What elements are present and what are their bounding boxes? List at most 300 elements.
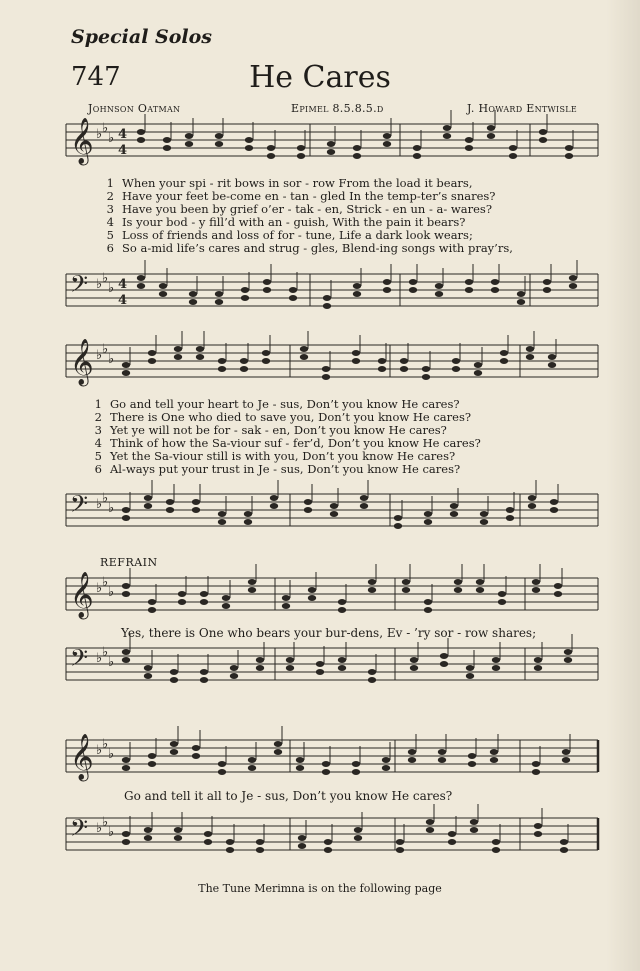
note-head — [204, 831, 212, 837]
note-head — [137, 275, 145, 281]
note-head — [450, 503, 458, 509]
note-head — [289, 295, 297, 301]
verse-lyric: Think of how the Sa-viour suf - fer’d, Don’t you know He cares? — [110, 436, 481, 450]
note-head — [360, 503, 368, 509]
note-head — [517, 299, 525, 305]
note-head — [241, 287, 249, 293]
note-head — [443, 133, 451, 139]
note-head — [539, 137, 547, 143]
verse-number: 5 — [106, 228, 114, 242]
note-head — [402, 579, 410, 585]
note-head — [564, 657, 572, 663]
note-head — [338, 607, 346, 613]
note-head — [166, 499, 174, 505]
note-head — [470, 827, 478, 833]
note-head — [256, 657, 264, 663]
note-head — [270, 495, 278, 501]
note-head — [298, 835, 306, 841]
note-head — [144, 495, 152, 501]
note-head — [454, 587, 462, 593]
author-credit: Johnson Oatman — [88, 102, 181, 115]
note-head — [338, 657, 346, 663]
note-head — [297, 153, 305, 159]
note-head — [322, 366, 330, 372]
note-head — [122, 515, 130, 521]
note-head — [148, 358, 156, 364]
note-head — [144, 827, 152, 833]
note-head — [509, 153, 517, 159]
note-head — [435, 291, 443, 297]
note-head — [410, 665, 418, 671]
note-head — [360, 495, 368, 501]
note-head — [245, 137, 253, 143]
note-head — [240, 358, 248, 364]
note-head — [324, 847, 332, 853]
verse-lyric: When your spi - rit bows in sor - row From the load it bears, — [122, 176, 473, 190]
note-head — [230, 673, 238, 679]
note-head — [200, 669, 208, 675]
flat-icon: ♭ — [108, 131, 115, 146]
note-head — [324, 839, 332, 845]
note-head — [215, 133, 223, 139]
note-head — [200, 677, 208, 683]
note-head — [148, 599, 156, 605]
flat-icon: ♭ — [96, 497, 103, 512]
note-head — [532, 587, 540, 593]
note-head — [286, 657, 294, 663]
note-head — [534, 823, 542, 829]
note-head — [491, 287, 499, 293]
note-head — [267, 145, 275, 151]
verse-lyric: Have you been by grief o’er - tak - en, Strick - en un - a- wares? — [122, 202, 492, 216]
note-head — [296, 757, 304, 763]
note-head — [382, 765, 390, 771]
note-head — [554, 591, 562, 597]
note-head — [490, 749, 498, 755]
note-head — [245, 145, 253, 151]
note-head — [517, 291, 525, 297]
note-head — [368, 669, 376, 675]
flat-icon: ♭ — [96, 581, 103, 596]
note-head — [170, 749, 178, 755]
note-head — [569, 275, 577, 281]
hymn-title: He Cares — [249, 60, 391, 95]
note-head — [248, 765, 256, 771]
note-head — [408, 749, 416, 755]
note-head — [159, 291, 167, 297]
note-head — [262, 358, 270, 364]
note-head — [378, 358, 386, 364]
note-head — [426, 827, 434, 833]
note-head — [256, 665, 264, 671]
note-head — [468, 753, 476, 759]
verse-line — [90, 463, 481, 476]
note-head — [474, 370, 482, 376]
note-head — [352, 769, 360, 775]
note-head — [394, 515, 402, 521]
note-head — [470, 819, 478, 825]
time-signature: 4 — [118, 293, 128, 308]
note-head — [200, 591, 208, 597]
bass-clef-icon: 𝄢 — [70, 490, 89, 523]
note-head — [189, 291, 197, 297]
hymn-number: 747 — [71, 62, 121, 92]
note-head — [159, 283, 167, 289]
note-head — [532, 761, 540, 767]
note-head — [383, 141, 391, 147]
page-edge-shadow — [606, 0, 640, 971]
note-head — [526, 354, 534, 360]
verse-block-1 — [102, 177, 513, 255]
note-head — [492, 847, 500, 853]
flat-icon: ♭ — [108, 747, 115, 762]
note-head — [500, 358, 508, 364]
note-head — [368, 579, 376, 585]
note-head — [148, 607, 156, 613]
flat-icon: ♭ — [102, 271, 109, 286]
note-head — [289, 287, 297, 293]
flat-icon: ♭ — [102, 491, 109, 506]
note-head — [534, 665, 542, 671]
flat-icon: ♭ — [96, 651, 103, 666]
note-head — [422, 374, 430, 380]
note-head — [528, 503, 536, 509]
note-head — [244, 519, 252, 525]
note-head — [532, 579, 540, 585]
note-head — [178, 591, 186, 597]
note-head — [241, 295, 249, 301]
note-head — [450, 511, 458, 517]
note-head — [500, 350, 508, 356]
note-head — [218, 358, 226, 364]
refrain-line-2: Go and tell it all to Je - sus, Don’t you know He cares? — [124, 789, 453, 803]
note-head — [192, 745, 200, 751]
note-head — [353, 153, 361, 159]
note-head — [338, 665, 346, 671]
note-head — [282, 595, 290, 601]
note-head — [327, 141, 335, 147]
note-head — [476, 579, 484, 585]
note-head — [144, 673, 152, 679]
verse-lyric: Yet ye will not be for - sak - en, Don’t you know He cares? — [110, 423, 447, 437]
note-head — [300, 354, 308, 360]
note-head — [244, 511, 252, 517]
note-head — [185, 133, 193, 139]
footnote: The Tune Merimna is on the following page — [198, 882, 442, 895]
note-head — [394, 523, 402, 529]
note-head — [192, 499, 200, 505]
note-head — [274, 741, 282, 747]
flat-icon: ♭ — [108, 655, 115, 670]
note-head — [148, 350, 156, 356]
note-head — [548, 354, 556, 360]
note-head — [465, 145, 473, 151]
bass-clef-icon: 𝄢 — [70, 270, 89, 303]
note-head — [474, 362, 482, 368]
note-head — [506, 515, 514, 521]
note-head — [480, 519, 488, 525]
note-head — [316, 669, 324, 675]
note-head — [226, 839, 234, 845]
note-head — [174, 346, 182, 352]
note-head — [353, 145, 361, 151]
flat-icon: ♭ — [108, 501, 115, 516]
note-head — [396, 839, 404, 845]
note-head — [218, 366, 226, 372]
flat-icon: ♭ — [96, 277, 103, 292]
time-signature: 4 — [118, 143, 128, 158]
note-head — [316, 661, 324, 667]
note-head — [352, 358, 360, 364]
note-head — [137, 129, 145, 135]
note-head — [534, 657, 542, 663]
note-head — [174, 354, 182, 360]
note-head — [308, 595, 316, 601]
note-head — [368, 677, 376, 683]
note-head — [383, 279, 391, 285]
note-head — [466, 665, 474, 671]
verse-number: 5 — [94, 449, 102, 463]
note-head — [400, 366, 408, 372]
verse-lyric: Loss of friends and loss of for - tune, Life a dark look wears; — [122, 228, 473, 242]
note-head — [163, 137, 171, 143]
verse-number: 6 — [94, 462, 102, 476]
note-head — [550, 499, 558, 505]
note-head — [178, 599, 186, 605]
note-head — [491, 279, 499, 285]
verse-lyric: So a-mid life’s cares and strug - gles, Blend-ing songs with pray’rs, — [122, 241, 513, 255]
note-head — [466, 673, 474, 679]
note-head — [218, 511, 226, 517]
note-head — [218, 519, 226, 525]
note-head — [424, 519, 432, 525]
note-head — [215, 141, 223, 147]
note-head — [122, 507, 130, 513]
note-head — [409, 279, 417, 285]
flat-icon: ♭ — [108, 825, 115, 840]
note-head — [480, 511, 488, 517]
note-head — [443, 125, 451, 131]
verse-number: 3 — [106, 202, 114, 216]
note-head — [543, 287, 551, 293]
note-head — [440, 661, 448, 667]
bass-clef-icon: 𝄢 — [70, 814, 89, 847]
note-head — [218, 769, 226, 775]
note-head — [270, 503, 278, 509]
note-head — [144, 665, 152, 671]
composer-credit: J. Howard Entwisle — [467, 102, 578, 115]
note-head — [122, 831, 130, 837]
note-head — [148, 761, 156, 767]
note-head — [506, 507, 514, 513]
note-head — [532, 769, 540, 775]
note-head — [408, 757, 416, 763]
verse-lyric: There is One who died to save you, Don’t you know He cares? — [110, 410, 472, 424]
flat-icon: ♭ — [108, 352, 115, 367]
note-head — [400, 358, 408, 364]
flat-icon: ♭ — [102, 342, 109, 357]
note-head — [560, 847, 568, 853]
note-head — [424, 599, 432, 605]
note-head — [476, 587, 484, 593]
note-head — [192, 507, 200, 513]
verse-lyric: Have your feet be-come en - tan - gled In the temp-ter’s snares? — [122, 189, 496, 203]
note-head — [248, 579, 256, 585]
note-head — [263, 287, 271, 293]
verse-number: 1 — [94, 397, 102, 411]
note-head — [487, 133, 495, 139]
note-head — [322, 374, 330, 380]
note-head — [534, 831, 542, 837]
section-heading: Special Solos — [71, 26, 213, 48]
note-head — [543, 279, 551, 285]
note-head — [263, 279, 271, 285]
note-head — [424, 607, 432, 613]
note-head — [308, 587, 316, 593]
note-head — [240, 366, 248, 372]
flat-icon: ♭ — [108, 281, 115, 296]
note-head — [226, 847, 234, 853]
verse-number: 1 — [106, 176, 114, 190]
note-head — [222, 603, 230, 609]
note-head — [550, 507, 558, 513]
note-head — [440, 653, 448, 659]
note-head — [422, 366, 430, 372]
note-head — [122, 370, 130, 376]
note-head — [174, 827, 182, 833]
note-head — [296, 765, 304, 771]
flat-icon: ♭ — [96, 743, 103, 758]
note-head — [170, 677, 178, 683]
note-head — [248, 757, 256, 763]
note-head — [465, 287, 473, 293]
note-head — [122, 591, 130, 597]
flat-icon: ♭ — [96, 821, 103, 836]
treble-clef-icon: 𝄞 — [70, 734, 94, 780]
note-head — [170, 669, 178, 675]
note-head — [122, 757, 130, 763]
note-head — [144, 835, 152, 841]
note-head — [170, 741, 178, 747]
note-head — [492, 657, 500, 663]
refrain-label: REFRAIN — [100, 556, 158, 569]
note-head — [509, 145, 517, 151]
note-head — [352, 761, 360, 767]
note-head — [560, 839, 568, 845]
note-head — [465, 137, 473, 143]
flat-icon: ♭ — [102, 815, 109, 830]
note-head — [452, 358, 460, 364]
note-head — [204, 839, 212, 845]
note-head — [424, 511, 432, 517]
note-head — [286, 665, 294, 671]
verse-line — [102, 242, 513, 255]
note-head — [452, 366, 460, 372]
verse-number: 4 — [94, 436, 102, 450]
note-head — [354, 835, 362, 841]
note-head — [438, 749, 446, 755]
note-head — [352, 350, 360, 356]
note-head — [256, 839, 264, 845]
verse-number: 2 — [94, 410, 102, 424]
note-head — [487, 125, 495, 131]
note-head — [492, 665, 500, 671]
note-head — [192, 753, 200, 759]
note-head — [215, 291, 223, 297]
note-head — [438, 757, 446, 763]
note-head — [564, 649, 572, 655]
note-head — [215, 299, 223, 305]
treble-clef-icon: 𝄞 — [70, 572, 94, 618]
note-head — [148, 753, 156, 759]
time-signature: 4 — [118, 277, 128, 292]
note-head — [174, 835, 182, 841]
note-head — [222, 595, 230, 601]
flat-icon: ♭ — [96, 127, 103, 142]
note-head — [378, 366, 386, 372]
note-head — [330, 503, 338, 509]
note-head — [353, 283, 361, 289]
note-head — [383, 287, 391, 293]
note-head — [413, 145, 421, 151]
note-head — [565, 145, 573, 151]
note-head — [468, 761, 476, 767]
note-head — [330, 511, 338, 517]
note-head — [562, 757, 570, 763]
verse-block-2 — [90, 398, 481, 476]
note-head — [465, 279, 473, 285]
note-head — [122, 583, 130, 589]
note-head — [396, 847, 404, 853]
note-head — [189, 299, 197, 305]
flat-icon: ♭ — [102, 737, 109, 752]
note-head — [248, 587, 256, 593]
verse-number: 4 — [106, 215, 114, 229]
note-head — [448, 839, 456, 845]
note-head — [490, 757, 498, 763]
note-head — [382, 757, 390, 763]
treble-clef-icon: 𝄞 — [70, 339, 94, 385]
note-head — [409, 287, 417, 293]
note-head — [304, 499, 312, 505]
note-head — [498, 599, 506, 605]
note-head — [137, 137, 145, 143]
verse-number: 2 — [106, 189, 114, 203]
flat-icon: ♭ — [108, 585, 115, 600]
note-head — [368, 587, 376, 593]
note-head — [256, 847, 264, 853]
note-head — [137, 283, 145, 289]
note-head — [262, 350, 270, 356]
note-head — [322, 769, 330, 775]
note-head — [185, 141, 193, 147]
flat-icon: ♭ — [96, 348, 103, 363]
verse-number: 3 — [94, 423, 102, 437]
note-head — [402, 587, 410, 593]
note-head — [528, 495, 536, 501]
note-head — [122, 765, 130, 771]
verse-lyric: Yet the Sa-viour still is with you, Don’t you know He cares? — [110, 449, 456, 463]
note-head — [539, 129, 547, 135]
note-head — [454, 579, 462, 585]
time-signature: 4 — [118, 127, 128, 142]
note-head — [230, 665, 238, 671]
note-head — [166, 507, 174, 513]
bass-clef-icon: 𝄢 — [70, 644, 89, 677]
note-head — [267, 153, 275, 159]
note-head — [548, 362, 556, 368]
note-head — [498, 591, 506, 597]
